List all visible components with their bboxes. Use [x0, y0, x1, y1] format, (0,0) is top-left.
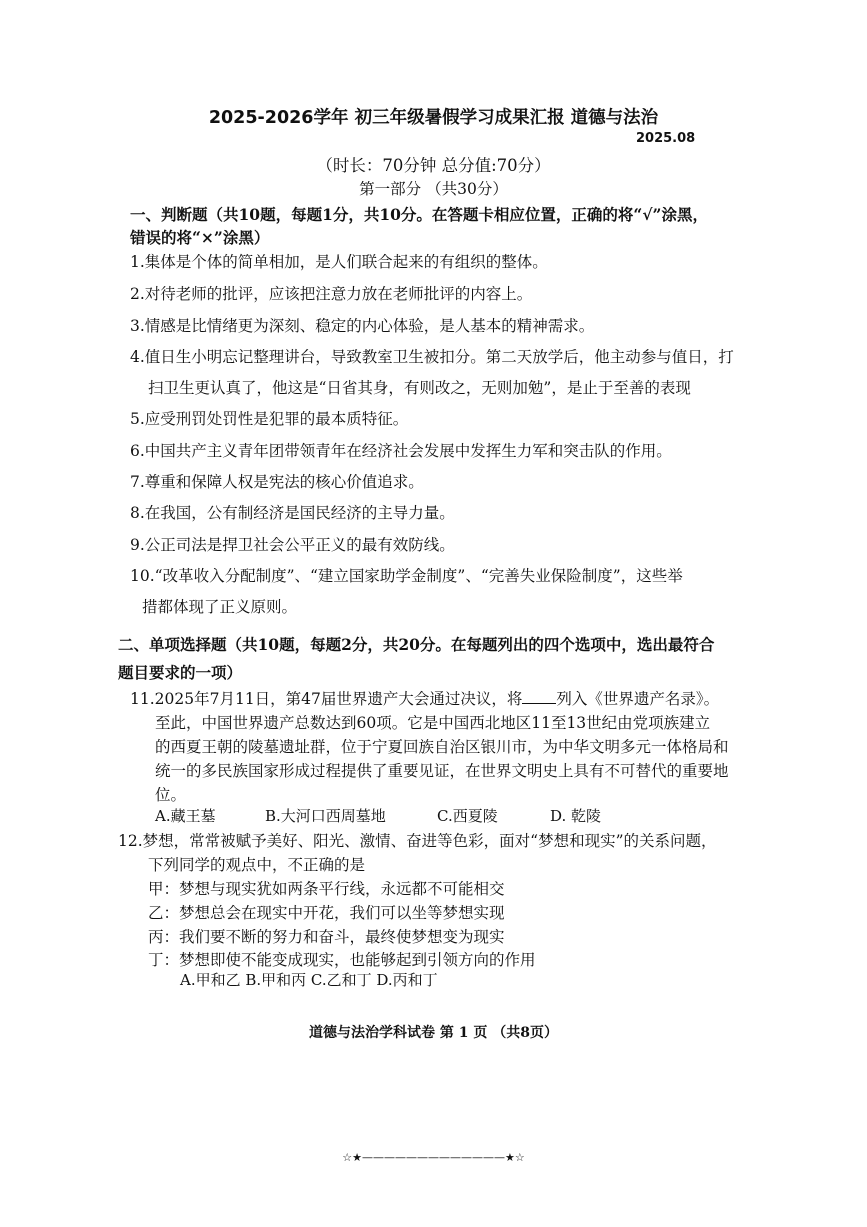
question-11: [130, 687, 719, 709]
section1-heading: 一、判断题（共10题，每题1分，共10分。在答题卡相应位置，正确的将“√”涂黑，: [130, 205, 708, 224]
question-12-cont: 下列同学的观点中，不正确的是: [148, 856, 366, 874]
exam-duration-score: （时长：70分钟 总分值:70分）: [316, 156, 551, 175]
option-c: C.西夏陵: [437, 807, 498, 825]
section2-heading-cont: 题目要求的一项）: [118, 663, 243, 682]
question-7: 7.尊重和保障人权是宪法的核心价值追求。: [130, 473, 424, 491]
answer-blank: [522, 689, 556, 704]
page-footer: 道德与法治学科试卷 第 1 页 （共8页）: [309, 1025, 558, 1041]
exam-date: 2025.08: [636, 131, 696, 146]
question-6: 6.中国共产主义青年团带领青年在经济社会发展中发挥生力军和突击队的作用。: [130, 442, 672, 460]
question-4-cont: 扫卫生更认真了，他这是“日省其身，有则改之，无则加勉”，是止于至善的表现: [148, 379, 691, 397]
question-10-cont: 措都体现了正义原则。: [142, 598, 298, 616]
statement-yi: 乙：梦想总会在现实中开花，我们可以坐等梦想实现: [148, 904, 505, 922]
option-a: A.藏王墓: [155, 807, 216, 825]
footer-ornament: ☆★—————————————★☆: [342, 1151, 525, 1164]
question-11-line4: 统一的多民族国家形成过程提供了重要见证，在世界文明史上具有不可替代的重要地: [155, 762, 729, 780]
question-8: 8.在我国，公有制经济是国民经济的主导力量。: [130, 504, 455, 522]
option-d: D. 乾陵: [550, 807, 602, 825]
question-11-line5: 位。: [155, 786, 187, 804]
exam-title: 2025-2026学年 初三年级暑假学习成果汇报 道德与法治: [208, 108, 659, 128]
question-10: 10.“改革收入分配制度”、“建立国家助学金制度”、“完善失业保险制度”，这些举: [130, 567, 683, 585]
question-11-line2: 至此，中国世界遗产总数达到60项。它是中国西北地区11至13世纪由党项族建立: [155, 714, 711, 732]
question-5: 5.应受刑罚处罚性是犯罪的最本质特征。: [130, 410, 409, 428]
question-12: 12.梦想，常常被赋予美好、阳光、激情、奋进等色彩，面对“梦想和现实”的关系问题，: [118, 832, 717, 850]
question-12-options: A.甲和乙 B.甲和丙 C.乙和丁 D.丙和丁: [180, 971, 438, 989]
question-1: 1.集体是个体的简单相加，是人们联合起来的有组织的整体。: [130, 253, 548, 271]
section2-heading: 二、单项选择题（共10题，每题2分，共20分。在每题列出的四个选项中，选出最符合: [118, 635, 715, 654]
section1-heading-cont: 错误的将“×”涂黑）: [130, 228, 270, 247]
part-heading: 第一部分 （共30分）: [359, 180, 508, 198]
statement-jia: 甲：梦想与现实犹如两条平行线，永远都不可能相交: [148, 880, 505, 898]
question-11-text-end: 列入《世界遗产名录》。: [556, 690, 720, 708]
question-3: 3.情感是比情绪更为深刻、稳定的内心体验，是人基本的精神需求。: [130, 317, 595, 335]
question-11-text: 11.2025年7月11日，第47届世界遗产大会通过决议，将: [130, 690, 523, 708]
option-b: B.大河口西周墓地: [265, 807, 386, 825]
question-2: 2.对待老师的批评，应该把注意力放在老师批评的内容上。: [130, 285, 533, 303]
statement-ding: 丁：梦想即使不能变成现实，也能够起到引领方向的作用: [148, 951, 536, 969]
question-11-line3: 的西夏王朝的陵墓遗址群，位于宁夏回族自治区银川市，为中华文明多元一体格局和: [155, 738, 729, 756]
statement-bing: 丙：我们要不断的努力和奋斗，最终使梦想变为现实: [148, 928, 505, 946]
question-4: 4.值日生小明忘记整理讲台，导致教室卫生被扣分。第二天放学后，他主动参与值日，打: [130, 348, 734, 366]
question-9: 9.公正司法是捍卫社会公平正义的最有效防线。: [130, 536, 455, 554]
